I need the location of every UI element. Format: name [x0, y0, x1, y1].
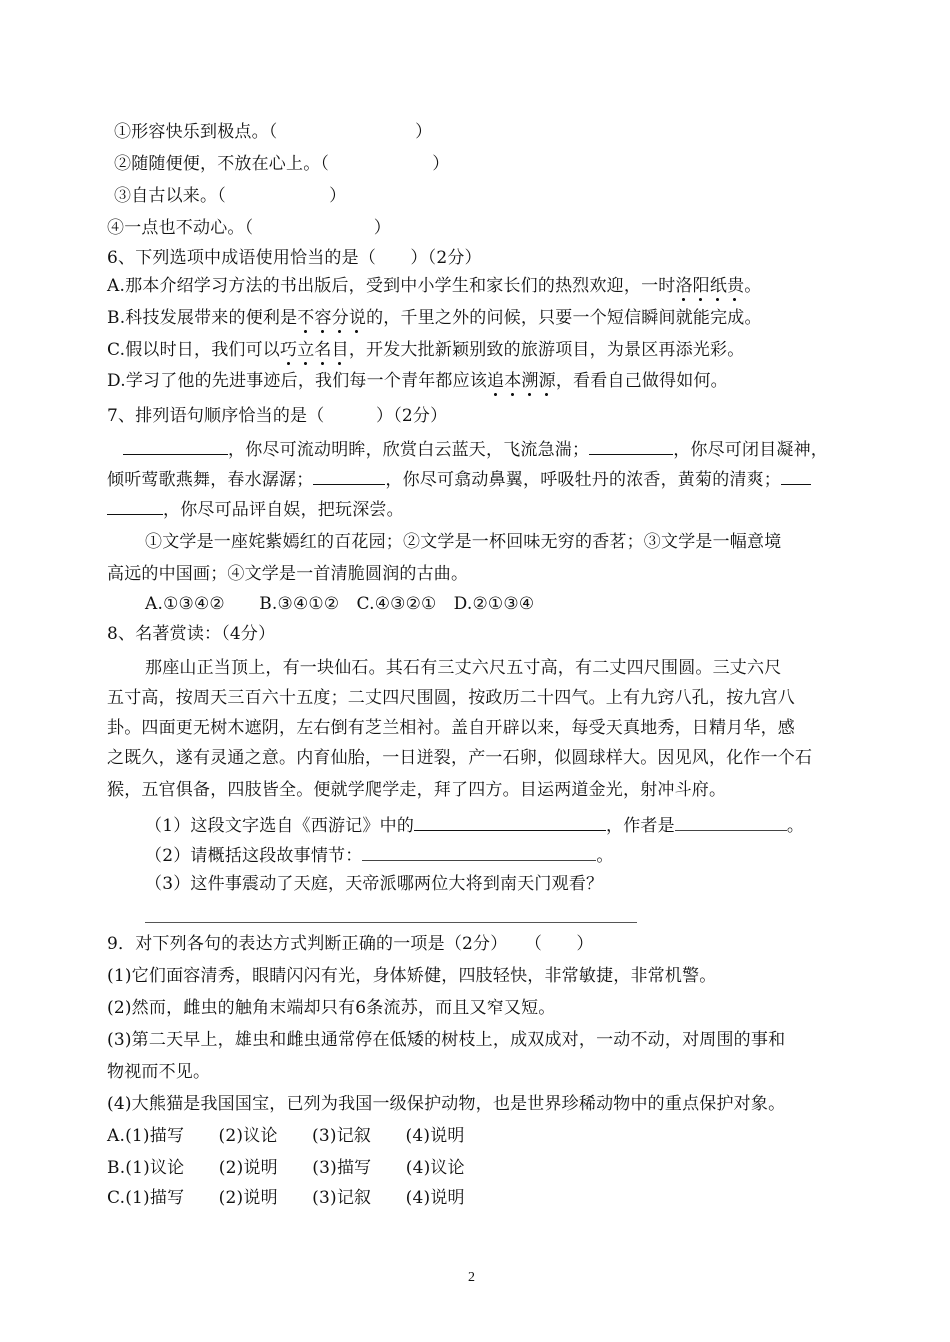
page-number: 2	[468, 1270, 475, 1285]
q8-passage-5: 猴，五官俱备，四肢皆全。便就学爬学走，拜了四方。目运两道金光，射冲斗府。	[107, 780, 727, 800]
q8-sub-1: （1）这段文字选自《西游记》中的 ，作者是 。	[145, 812, 804, 838]
q8-sub-2: （2）请概括这段故事情节： 。	[145, 842, 614, 868]
q6-option-d: D.学习了他的先进事迹后，我们每一个青年都应该追本溯源，看看自己做得如何。	[107, 369, 728, 393]
q9-sentence-3: (3)第二天早上，雄虫和雌虫通常停在低矮的树枝上，成双成对，一动不动，对周围的事和	[107, 1030, 786, 1050]
q8-passage-4: 之既久，遂有灵通之意。内育仙胎，一日迸裂，产一石卵，似圆球样大。因见风，化作一个石	[107, 748, 813, 768]
q8-answer-line	[145, 922, 637, 923]
q9-option-b: B.(1)议论 (2)说明 (3)描写 (4)议论	[107, 1158, 465, 1178]
q8-question: 8、名著赏读：（4分）	[107, 624, 276, 644]
q5-item-4: ④一点也不动心。（ ）	[107, 218, 391, 238]
q9-sentence-4: (4)大熊猫是我国国宝，已列为我国一级保护动物，也是世界珍稀动物中的重点保护对象。	[107, 1094, 786, 1114]
q6-question: 6、下列选项中成语使用恰当的是（ ）（2分）	[107, 248, 482, 268]
q7-question: 7、排列语句顺序恰当的是（ ）（2分）	[107, 406, 448, 426]
q7-passage-line-1: ，你尽可流动明眸，欣赏白云蓝天，飞流急湍； ，你尽可闭目凝神，	[107, 436, 828, 462]
q9-sentence-1: (1)它们面容清秀，眼睛闪闪有光，身体矫健，四肢轻快，非常敏捷，非常机警。	[107, 966, 717, 986]
q9-option-a: A.(1)描写 (2)议论 (3)记叙 (4)说明	[107, 1126, 465, 1146]
q7-options: A.①③④② B.③④①② C.④③②① D.②①③④	[145, 594, 535, 614]
q7-passage-line-2: 倾听莺歌燕舞，春水潺潺； ，你尽可翕动鼻翼，呼吸牡丹的浓香，黄菊的清爽；	[107, 466, 811, 492]
q6-option-a: A.那本介绍学习方法的书出版后，受到中小学生和家长们的热烈欢迎，一时洛阳纸贵。	[107, 274, 762, 298]
q7-passage-line-3: ，你尽可品评自娱，把玩深尝。	[107, 496, 404, 522]
q8-passage-1: 那座山正当顶上，有一块仙石。其石有三丈六尺五寸高，有二丈四尺围圆。三丈六尺	[145, 658, 782, 678]
q6-option-c: C.假以时日，我们可以巧立名目，开发大批新颖别致的旅游项目，为景区再添光彩。	[107, 338, 744, 362]
q5-item-3: ③自古以来。（ ）	[114, 186, 347, 206]
q8-sub-3: （3）这件事震动了天庭，天帝派哪两位大将到南天门观看？	[145, 874, 604, 894]
q9-sentence-3-cont: 物视而不见。	[107, 1062, 211, 1082]
q7-sentence-list: ①文学是一座姹紫嫣红的百花园；②文学是一杯回味无穷的香茗；③文学是一幅意境	[145, 532, 782, 552]
q8-passage-3: 卦。四面更无树木遮阴，左右倒有芝兰相衬。盖自开辟以来，每受天真地秀，日精月华，感	[107, 718, 795, 738]
q9-sentence-2: (2)然而，雌虫的触角末端却只有6条流苏，而且又窄又短。	[107, 998, 556, 1018]
q5-item-1: ①形容快乐到极点。（ ）	[114, 122, 433, 142]
q9-question: 9．对下列各句的表达方式判断正确的一项是（2分） （ ）	[107, 934, 594, 954]
q5-item-2: ②随随便便，不放在心上。（ ）	[114, 154, 450, 174]
q9-option-c: C.(1)描写 (2)说明 (3)记叙 (4)说明	[107, 1188, 465, 1208]
q8-passage-2: 五寸高，按周天三百六十五度；二丈四尺围圆，按政历二十四气。上有九窍八孔，按九宫八	[107, 688, 795, 708]
q6-option-b: B.科技发展带来的便利是不容分说的，千里之外的问候，只要一个短信瞬间就能完成。	[107, 306, 762, 330]
q7-sentence-list-cont: 高远的中国画；④文学是一首清脆圆润的古曲。	[107, 564, 469, 584]
